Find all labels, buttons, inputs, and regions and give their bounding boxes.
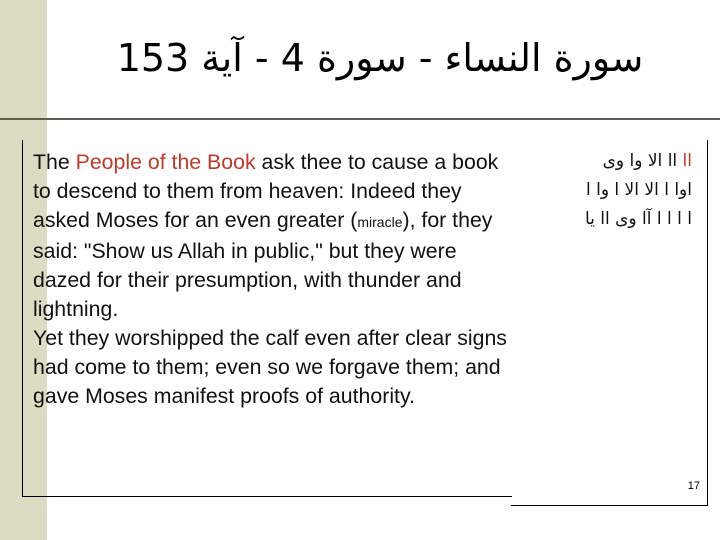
arabic-line-2: اوا ا الا الا ا وا ا — [585, 180, 692, 200]
para1-pre: The — [33, 150, 76, 174]
page-number: 17 — [687, 480, 700, 492]
arabic-line-1-red: اا — [682, 151, 692, 171]
english-paragraph-2: Yet they worshipped the calf even after clear signs had come to them; even so we forgave them; and gave Moses manifest proofs of authority. — [33, 326, 507, 408]
arabic-line-1 — [512, 147, 692, 176]
people-of-the-book-highlight: People of the Book — [75, 150, 256, 174]
english-translation — [33, 148, 513, 411]
miracle-word: miracle — [357, 214, 403, 230]
arabic-line-3: ا ا ا ا آا وى اا يا — [584, 209, 692, 229]
para1-mid: ask thee to cause a book to descend to them from heaven: Indeed they asked Moses for an even greater ( — [33, 150, 499, 232]
para1-post: ), for they said: "Show us Allah in public," but they were dazed for their presumption, with thunder and lightning. — [33, 208, 493, 321]
slide-title: سورة النساء - سورة 4 - آية 153 — [116, 36, 644, 80]
english-paragraph-1 — [33, 148, 513, 324]
left-decorative-band-lower — [0, 120, 23, 540]
arabic-line-1-text: اا الا وا وى — [602, 151, 683, 171]
arabic-verse-text — [512, 147, 692, 234]
title-rule — [0, 118, 720, 120]
